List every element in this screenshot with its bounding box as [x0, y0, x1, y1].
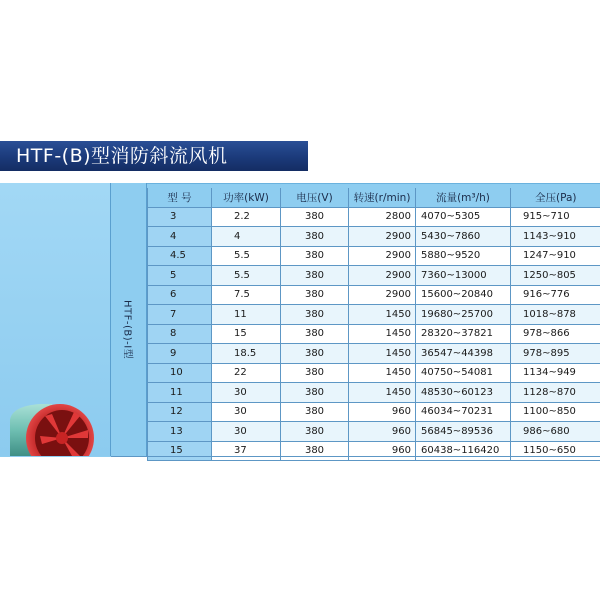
cell-speed: 1450 [349, 383, 416, 403]
cell-pressure: 915~710 [511, 207, 600, 227]
cell-voltage: 380 [281, 402, 349, 422]
cell-power: 5.5 [212, 246, 281, 266]
cell-flow: 60438~116420 [416, 441, 511, 461]
cell-model: 11 [148, 383, 212, 403]
table-row [148, 383, 600, 403]
cell-pressure: 916~776 [511, 285, 600, 305]
cell-model: 8 [148, 324, 212, 344]
cell-voltage: 380 [281, 285, 349, 305]
table-row [148, 266, 600, 286]
cell-voltage: 380 [281, 207, 349, 227]
cell-model: 10 [148, 363, 212, 383]
table-row [148, 207, 600, 227]
cell-model: 13 [148, 422, 212, 442]
cell-model: 7 [148, 305, 212, 325]
cell-voltage: 380 [281, 441, 349, 461]
cell-voltage: 380 [281, 227, 349, 247]
cell-flow: 36547~44398 [416, 344, 511, 364]
cell-voltage: 380 [281, 324, 349, 344]
cell-speed: 2900 [349, 285, 416, 305]
table-row [148, 324, 600, 344]
header-pressure: 全压(Pa) [511, 188, 600, 207]
cell-flow: 28320~37821 [416, 324, 511, 344]
cell-power: 30 [212, 422, 281, 442]
cell-flow: 46034~70231 [416, 402, 511, 422]
cell-voltage: 380 [281, 363, 349, 383]
cell-flow: 5880~9520 [416, 246, 511, 266]
axial-fan-image [0, 398, 111, 456]
cell-pressure: 1134~949 [511, 363, 600, 383]
cell-power: 30 [212, 402, 281, 422]
table-bottom-border [111, 456, 600, 457]
cell-voltage: 380 [281, 383, 349, 403]
model-series-label: HTF-(B)-Ⅰ型 [121, 300, 133, 360]
cell-speed: 960 [349, 422, 416, 442]
cell-power: 4 [212, 227, 281, 247]
cell-pressure: 1247~910 [511, 246, 600, 266]
cell-flow: 56845~89536 [416, 422, 511, 442]
cell-speed: 960 [349, 402, 416, 422]
cell-flow: 48530~60123 [416, 383, 511, 403]
cell-flow: 4070~5305 [416, 207, 511, 227]
fan-hub [56, 432, 68, 444]
cell-pressure: 1018~878 [511, 305, 600, 325]
cell-speed: 2800 [349, 207, 416, 227]
table-row [148, 227, 600, 247]
cell-speed: 1450 [349, 344, 416, 364]
header-power: 功率(kW) [212, 188, 281, 207]
cell-model: 15 [148, 441, 212, 461]
header-speed: 转速(r/min) [349, 188, 416, 207]
table-row [148, 441, 600, 461]
cell-power: 30 [212, 383, 281, 403]
table-row [148, 305, 600, 325]
cell-pressure: 1250~805 [511, 266, 600, 286]
cell-speed: 2900 [349, 246, 416, 266]
cell-model: 12 [148, 402, 212, 422]
cell-model: 6 [148, 285, 212, 305]
cell-pressure: 1150~650 [511, 441, 600, 461]
cell-voltage: 380 [281, 344, 349, 364]
cell-power: 5.5 [212, 266, 281, 286]
cell-model: 4.5 [148, 246, 212, 266]
table-header-row [148, 188, 600, 207]
cell-power: 11 [212, 305, 281, 325]
cell-speed: 1450 [349, 305, 416, 325]
header-model: 型 号 [148, 188, 212, 207]
cell-power: 2.2 [212, 207, 281, 227]
cell-model: 3 [148, 207, 212, 227]
cell-pressure: 1128~870 [511, 383, 600, 403]
cell-model: 4 [148, 227, 212, 247]
table-row [148, 363, 600, 383]
cell-speed: 2900 [349, 227, 416, 247]
header-flow: 流量(m³/h) [416, 188, 511, 207]
table-row [148, 422, 600, 442]
cell-flow: 15600~20840 [416, 285, 511, 305]
cell-speed: 960 [349, 441, 416, 461]
cell-flow: 5430~7860 [416, 227, 511, 247]
cell-pressure: 1100~850 [511, 402, 600, 422]
cell-power: 15 [212, 324, 281, 344]
spec-table-body [148, 207, 600, 461]
cell-pressure: 1143~910 [511, 227, 600, 247]
cell-flow: 7360~13000 [416, 266, 511, 286]
table-row [148, 402, 600, 422]
page-title: HTF-(B)型消防斜流风机 [0, 141, 308, 171]
cell-voltage: 380 [281, 246, 349, 266]
cell-voltage: 380 [281, 266, 349, 286]
cell-pressure: 978~895 [511, 344, 600, 364]
cell-pressure: 986~680 [511, 422, 600, 442]
cell-power: 37 [212, 441, 281, 461]
cell-pressure: 978~866 [511, 324, 600, 344]
cell-power: 7.5 [212, 285, 281, 305]
cell-power: 22 [212, 363, 281, 383]
cell-power: 18.5 [212, 344, 281, 364]
cell-model: 5 [148, 266, 212, 286]
cell-speed: 1450 [349, 363, 416, 383]
table-row [148, 285, 600, 305]
cell-voltage: 380 [281, 422, 349, 442]
cell-flow: 40750~54081 [416, 363, 511, 383]
table-row [148, 246, 600, 266]
table-row [148, 344, 600, 364]
spec-table [147, 188, 600, 461]
header-voltage: 电压(V) [281, 188, 349, 207]
cell-speed: 2900 [349, 266, 416, 286]
fan-illustration [0, 398, 111, 456]
cell-model: 9 [148, 344, 212, 364]
cell-speed: 1450 [349, 324, 416, 344]
cell-voltage: 380 [281, 305, 349, 325]
cell-flow: 19680~25700 [416, 305, 511, 325]
